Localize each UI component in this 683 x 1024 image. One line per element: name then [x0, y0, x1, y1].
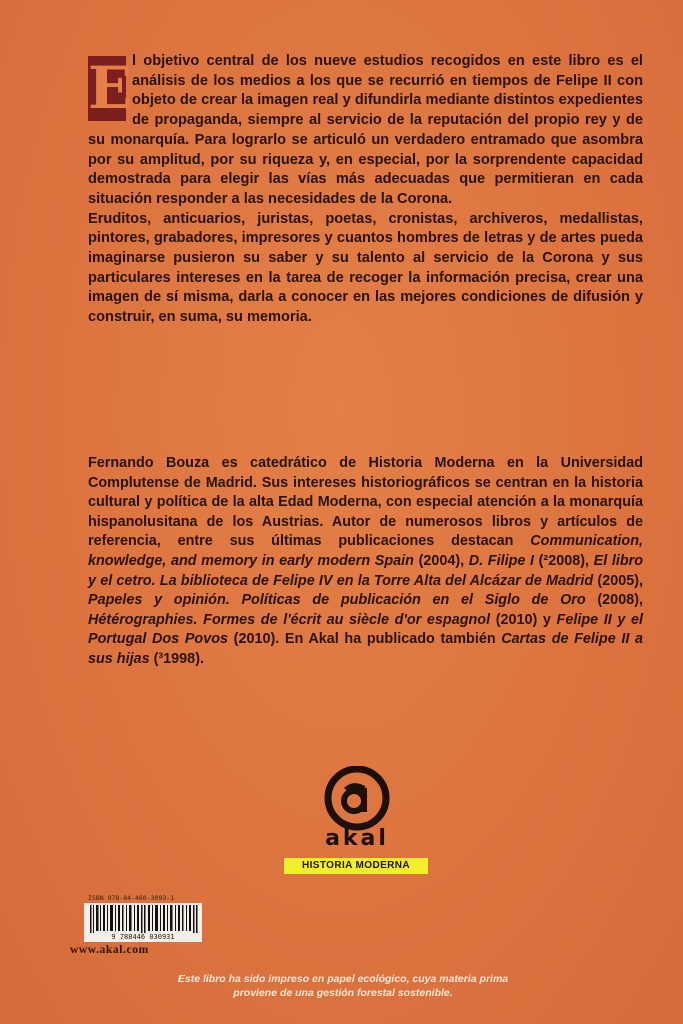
eco-note-line-2: proviene de una gestión forestal sostenible.	[233, 987, 453, 999]
bio-text: es catedrático de Historia Moderna en la Universidad Complutense de Madrid. Sus intereses historiográficos se centran en la historia cultural y política de la alta Edad Moderna, con especial atención a la monarquía hispanolusitana de los Austrias. Autor de numerosos libros y artículos de referencia, entre sus últimas publicaciones destacan	[88, 455, 643, 550]
book-title: Papeles y opinión. Políticas de publicación en el Siglo de Oro	[88, 592, 586, 609]
synopsis-paragraph-2: Eruditos, anticuarios, juristas, poetas, cronistas, archiveros, medallistas, pintores, grabadores, impresores y cuantos hombres de letras y de artes pueda imaginarse pusieron su saber y su talento al servicio de la Corona y sus particulares intereses en la tarea de recoger la información precisa, crear una imagen de sí misma, darla a conocer en las mejores condiciones de difusión y construir, en suma, su memoria.	[88, 210, 643, 326]
book-title: D. Filipe I	[468, 552, 534, 569]
website-link[interactable]: www.akal.com	[70, 944, 149, 956]
book-title: Hétérographies. Formes de l'écrit au siècle d'or espagnol	[88, 611, 491, 628]
bio-text: (2004),	[413, 552, 469, 569]
synopsis-paragraph-1: l objetivo central de los nueve estudios recogidos en este libro es el análisis de los medios a los que se recurrió en tiempos de Felipe II con objeto de crear la imagen real y difundirla mediante distintos expedientes de propaganda, siempre al servicio de la reputación del propio rey y de su monarquía. Para lograrlo se articuló un verdadero entramado que asombra por su amplitud, por su riqueza y, en especial, por la sorprendente capacidad demostrada para elegir las vías más adecuadas que permitieran en cada situación responder a las necesidades de la Corona.	[88, 53, 643, 207]
author-name: Fernando Bouza	[88, 455, 210, 471]
bio-text: (²2008),	[534, 552, 594, 569]
book-title: Communication, knowledge, and memory in early modern Spain	[88, 533, 643, 569]
author-bio	[88, 454, 643, 670]
bio-text: (2010) y	[490, 611, 557, 628]
author-bio-paragraph	[88, 454, 643, 670]
bio-text: (2008),	[585, 592, 643, 609]
series-badge: HISTORIA MODERNA	[284, 858, 428, 874]
drop-cap: E	[88, 54, 133, 122]
barcode	[84, 903, 202, 933]
isbn-label: ISBN 978-84-460-3093-1	[88, 894, 175, 902]
book-title: Cartas de Felipe II a sus hijas	[88, 631, 643, 667]
synopsis-text	[88, 52, 643, 328]
bio-text: (³1998).	[149, 650, 204, 667]
publisher-name: akal	[325, 826, 389, 851]
eco-note	[118, 972, 568, 1000]
barcode-digits: 9 788446 030931	[84, 933, 202, 942]
eco-note-line-1: Este libro ha sido impreso en papel ecológico, cuya materia prima	[177, 973, 509, 985]
book-title: El libro y el cetro. La biblioteca de Felipe IV en la Torre Alta del Alcázar de Madrid	[88, 552, 644, 589]
bio-text: (2005),	[593, 572, 643, 589]
book-title: Felipe II y el Portugal Dos Povos	[88, 611, 643, 648]
bio-text: (2010). En Akal ha publicado también	[228, 631, 502, 648]
